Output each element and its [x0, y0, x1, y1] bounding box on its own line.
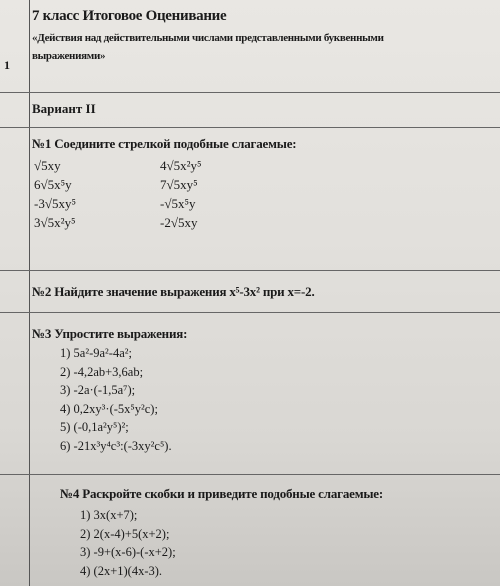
task1-right-column: [160, 156, 202, 232]
task1-right-term: 7√5xy⁵: [160, 177, 198, 192]
divider-task1: [0, 270, 500, 271]
margin-mark: 1: [4, 58, 10, 72]
task1-left-term: 6√5x⁵y: [34, 177, 72, 192]
left-margin-line: [29, 0, 30, 586]
task4-item: 2) 2(x-4)+5(x+2);: [80, 526, 170, 541]
task4-block: [32, 486, 494, 586]
task1-right-term: 4√5x²y⁵: [160, 158, 202, 173]
subtitle-line-1: «Действия над действительными числами представленными буквенными: [32, 32, 384, 44]
divider-task3: [0, 474, 500, 475]
task1-left-column: [34, 156, 76, 232]
divider-variant: [0, 127, 500, 128]
task2-block: [32, 284, 494, 300]
task1-block: [32, 136, 494, 266]
subtitle-line-2: выражениями»: [32, 50, 106, 62]
variant-label: Вариант II: [32, 101, 96, 116]
task3-item: 2) -4,2ab+3,6ab;: [60, 364, 144, 379]
task4-title: №4 Раскройте скобки и приведите подобные слагаемые:: [60, 486, 383, 501]
task3-item: 3) -2a·(-1,5a⁷);: [60, 383, 136, 397]
task1-left-term: 3√5x²y⁵: [34, 215, 76, 230]
divider-header: [0, 92, 500, 93]
divider-task2: [0, 312, 500, 313]
task3-item: 5) (-0,1a²y⁵)²;: [60, 420, 129, 434]
task2-title: №2 Найдите значение выражения x⁵-3x² при x=-2.: [32, 284, 315, 299]
header-block: [32, 8, 494, 65]
task4-list: [80, 506, 176, 580]
task1-right-term: -2√5xy: [160, 215, 198, 230]
task3-list: [60, 344, 172, 455]
task4-item: 3) -9+(x-6)-(-x+2);: [80, 545, 176, 559]
task1-title: №1 Соедините стрелкой подобные слагаемые:: [32, 136, 297, 151]
task3-title: №3 Упростите выражения:: [32, 326, 188, 341]
task1-right-term: -√5x⁵y: [160, 196, 196, 211]
variant-block: [32, 101, 494, 117]
task1-left-term: -3√5xy⁵: [34, 196, 76, 211]
task3-item: 6) -21x³y⁴c³:(-3xy²c⁵).: [60, 438, 172, 453]
task4-item: 4) (2x+1)(4x-3).: [80, 563, 163, 578]
task3-item: 4) 0,2xy³·(-5x⁵y²c);: [60, 401, 158, 416]
task3-item: 1) 5a²-9a²-4a²;: [60, 346, 132, 360]
task4-item: 1) 3x(x+7);: [80, 508, 138, 522]
task1-left-term: √5xy: [34, 158, 61, 173]
page-title: 7 класс Итоговое Оценивание: [32, 8, 227, 24]
task3-block: [32, 326, 494, 470]
